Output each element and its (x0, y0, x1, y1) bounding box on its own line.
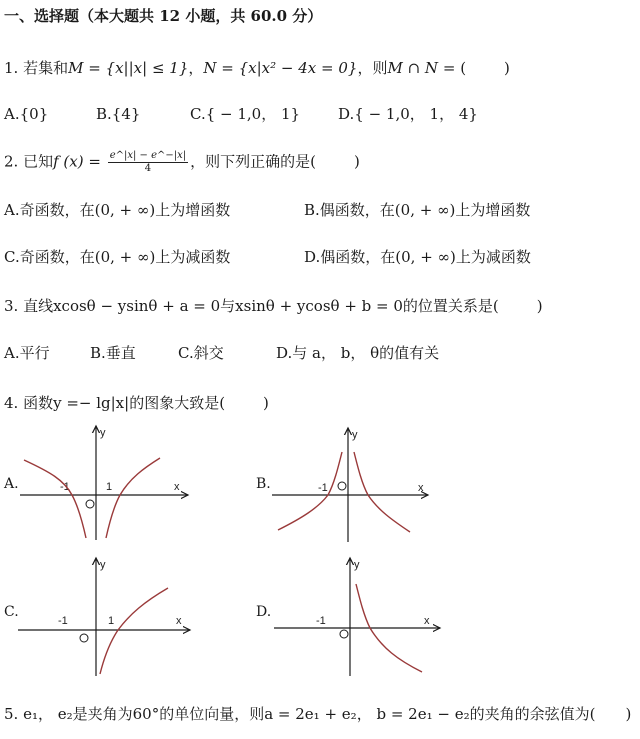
option-text: 偶函数，在(0, + ∞)上为减函数 (320, 248, 531, 266)
graph-a[interactable] (20, 422, 200, 542)
q3-option-b[interactable] (90, 343, 136, 363)
y-axis-label: y (100, 427, 106, 439)
option-label: C. (190, 105, 206, 123)
q4-paren-close: ) (263, 394, 269, 412)
q1-text-a: 1. 若集和 (4, 59, 69, 77)
option-label: B. (90, 344, 106, 362)
graph-c[interactable] (18, 554, 198, 678)
x-axis-label: x (424, 615, 430, 627)
option-label: B. (96, 105, 112, 123)
q3-option-a[interactable] (4, 343, 50, 363)
option-label: D. (304, 248, 321, 266)
option-text: 斜交 (193, 344, 224, 362)
option-text: 奇函数，在(0, + ∞)上为减函数 (19, 248, 231, 266)
curve-right (354, 452, 410, 532)
graph-d-label[interactable]: D. (256, 604, 272, 620)
y-axis-label: y (352, 429, 358, 441)
option-label: A. (4, 201, 20, 219)
q1-option-b[interactable] (96, 104, 140, 124)
q1-paren-open: ( (460, 59, 467, 77)
option-label: D. (338, 105, 355, 123)
q1-option-a[interactable] (4, 104, 48, 124)
tick-label-neg: -1 (58, 615, 68, 627)
option-text: {4} (111, 105, 141, 123)
curve-left (24, 460, 86, 538)
option-label: D. (276, 344, 293, 362)
graph-d[interactable] (272, 554, 452, 678)
q5-text: 5. e₁， e₂是夹角为60°的单位向量，则a = 2e₁ + e₂， b = 2e₁ − e₂的夹角的余弦值为( (4, 705, 596, 723)
option-text: {0} (19, 105, 49, 123)
q4-text: 4. 函数y =− lg|x|的图象大致是( (4, 394, 226, 412)
option-label: B. (304, 201, 320, 219)
q1-option-c[interactable] (190, 104, 300, 124)
x-axis-label: x (418, 482, 424, 494)
option-label: A. (4, 344, 20, 362)
q2-denominator: 4 (144, 163, 152, 174)
option-text: 垂直 (105, 344, 136, 362)
y-axis-label: y (354, 559, 360, 571)
origin-marker (340, 630, 348, 638)
q1-set-n: N = {x|x² − 4x = 0} (203, 59, 358, 77)
origin-marker (338, 482, 346, 490)
question-4-stem (4, 393, 269, 413)
q1-sep: ， (188, 59, 204, 77)
q2-fraction (108, 150, 188, 175)
q1-set-m: M = {x||x| ≤ 1} (68, 59, 189, 77)
q2-option-b[interactable] (304, 200, 530, 220)
q2-option-c[interactable] (4, 247, 230, 267)
q2-paren-close: ) (354, 152, 360, 171)
graph-b-label[interactable]: B. (256, 476, 271, 492)
question-1-stem (4, 58, 510, 78)
option-text: { − 1,0， 1} (205, 105, 301, 123)
tick-label-neg: -1 (318, 482, 328, 494)
question-5-stem (4, 704, 631, 724)
option-text: 偶函数，在(0, + ∞)上为增函数 (319, 201, 531, 219)
graph-b[interactable] (272, 424, 442, 544)
option-text: 与 a， b， θ的值有关 (292, 344, 440, 362)
graph-c-label[interactable]: C. (4, 604, 19, 620)
q3-option-d[interactable] (276, 343, 439, 363)
q5-paren-close: ) (625, 705, 632, 723)
curve-left (278, 452, 342, 530)
q2-text-b: ，则下列正确的是( (190, 152, 317, 171)
curve-right (100, 588, 168, 674)
q2-text-a: 2. 已知 (4, 152, 54, 171)
question-2-stem (4, 150, 360, 175)
q1-option-d[interactable] (338, 104, 478, 124)
tick-label-neg: -1 (60, 481, 70, 493)
origin-marker (80, 634, 88, 642)
curve-right (106, 458, 160, 538)
option-label: A. (4, 105, 20, 123)
origin-marker (86, 500, 94, 508)
option-label: C. (178, 344, 194, 362)
x-axis-label: x (176, 615, 182, 627)
q3-option-c[interactable] (178, 343, 224, 363)
q1-expr: M ∩ N = (387, 59, 456, 77)
option-text: 奇函数，在(0, + ∞)上为增函数 (19, 201, 231, 219)
y-axis-label: y (100, 559, 106, 571)
question-3-stem (4, 296, 543, 316)
q2-option-d[interactable] (304, 247, 531, 267)
q3-paren-close: ) (536, 297, 543, 315)
option-label: C. (4, 248, 20, 266)
section-header: 一、选择题（本大题共 12 小题，共 60.0 分） (4, 7, 323, 25)
q1-text-b: ，则 (357, 59, 388, 77)
tick-label-pos: 1 (106, 481, 113, 493)
tick-label-neg: -1 (316, 615, 326, 627)
graph-a-label[interactable]: A. (4, 476, 19, 492)
q2-fx: f (x) = (53, 152, 101, 171)
tick-label-pos: 1 (108, 615, 115, 627)
q2-option-a[interactable] (4, 200, 230, 220)
x-axis-label: x (174, 481, 180, 493)
q3-text: 3. 直线xcosθ − ysinθ + a = 0与xsinθ + ycosθ + b = 0的位置关系是( (4, 297, 499, 315)
q1-paren-close: ) (504, 59, 510, 77)
q2-numerator: e^|x| − e^−|x| (109, 150, 187, 161)
option-text: { − 1,0， 1， 4} (354, 105, 478, 123)
option-text: 平行 (19, 344, 50, 362)
